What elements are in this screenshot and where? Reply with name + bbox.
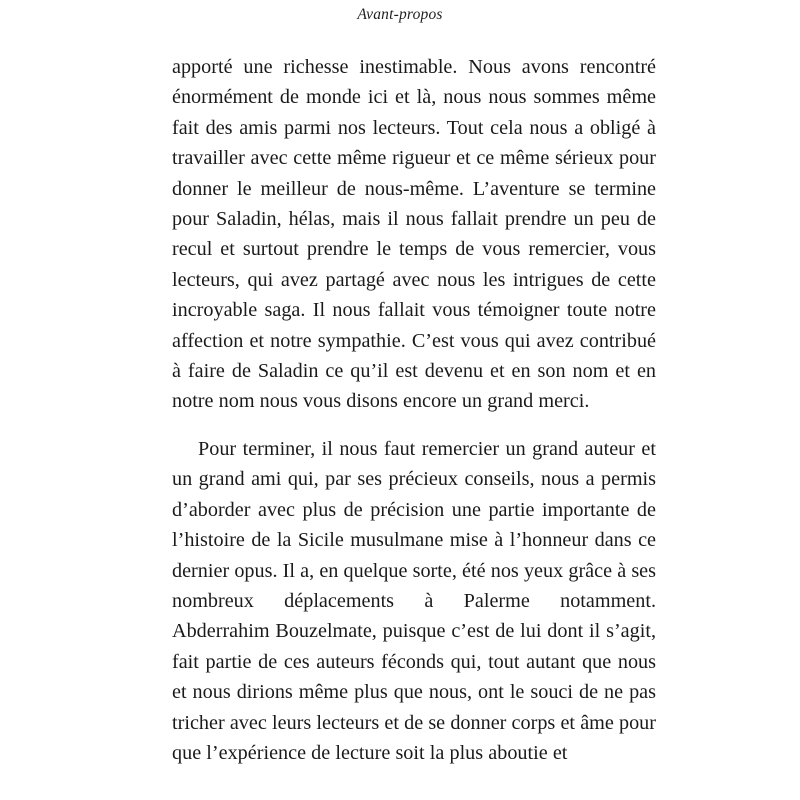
running-head: Avant-propos bbox=[357, 6, 443, 23]
paragraph-2: Pour terminer, il nous faut remercier un grand auteur et un grand ami qui, par ses précieux conseils, nous a permis d’aborder avec plus de précision une partie importante de l’histoire de la Sicile musulmane mise à l’honneur dans ce dernier opus. Il a, en quelque sorte, été nos yeux grâce à ses nombreux déplacements à Palerme notamment. Abderrahim Bouzelmate, puisque c’est de lui dont il s’agit, fait partie de ces auteurs féconds qui, tout autant que nous et nous dirions même plus que nous, ont le souci de ne pas tricher avec leurs lecteurs et de se donner corps et âme pour que l’expérience de lecture soit la plus aboutie et bbox=[172, 437, 656, 764]
body-text-block bbox=[172, 52, 656, 768]
paragraph-1: apporté une richesse inestimable. Nous avons rencontré énormément de monde ici et là, nous nous sommes même fait des amis parmi nos lecteurs. Tout cela nous a obligé à travailler avec cette même rigueur et ce même sérieux pour donner le meilleur de nous-même. L’aventure se termine pour Saladin, hélas, mais il nous fallait prendre un peu de recul et surtout prendre le temps de vous remercier, vous lecteurs, qui avez partagé avec nous les intrigues de cette incroyable saga. Il nous fallait vous témoigner toute notre affection et notre sympathie. C’est vous qui avez contribué à faire de Saladin ce qu’il est devenu et en son nom et en notre nom nous vous disons encore un grand merci. bbox=[172, 56, 656, 413]
